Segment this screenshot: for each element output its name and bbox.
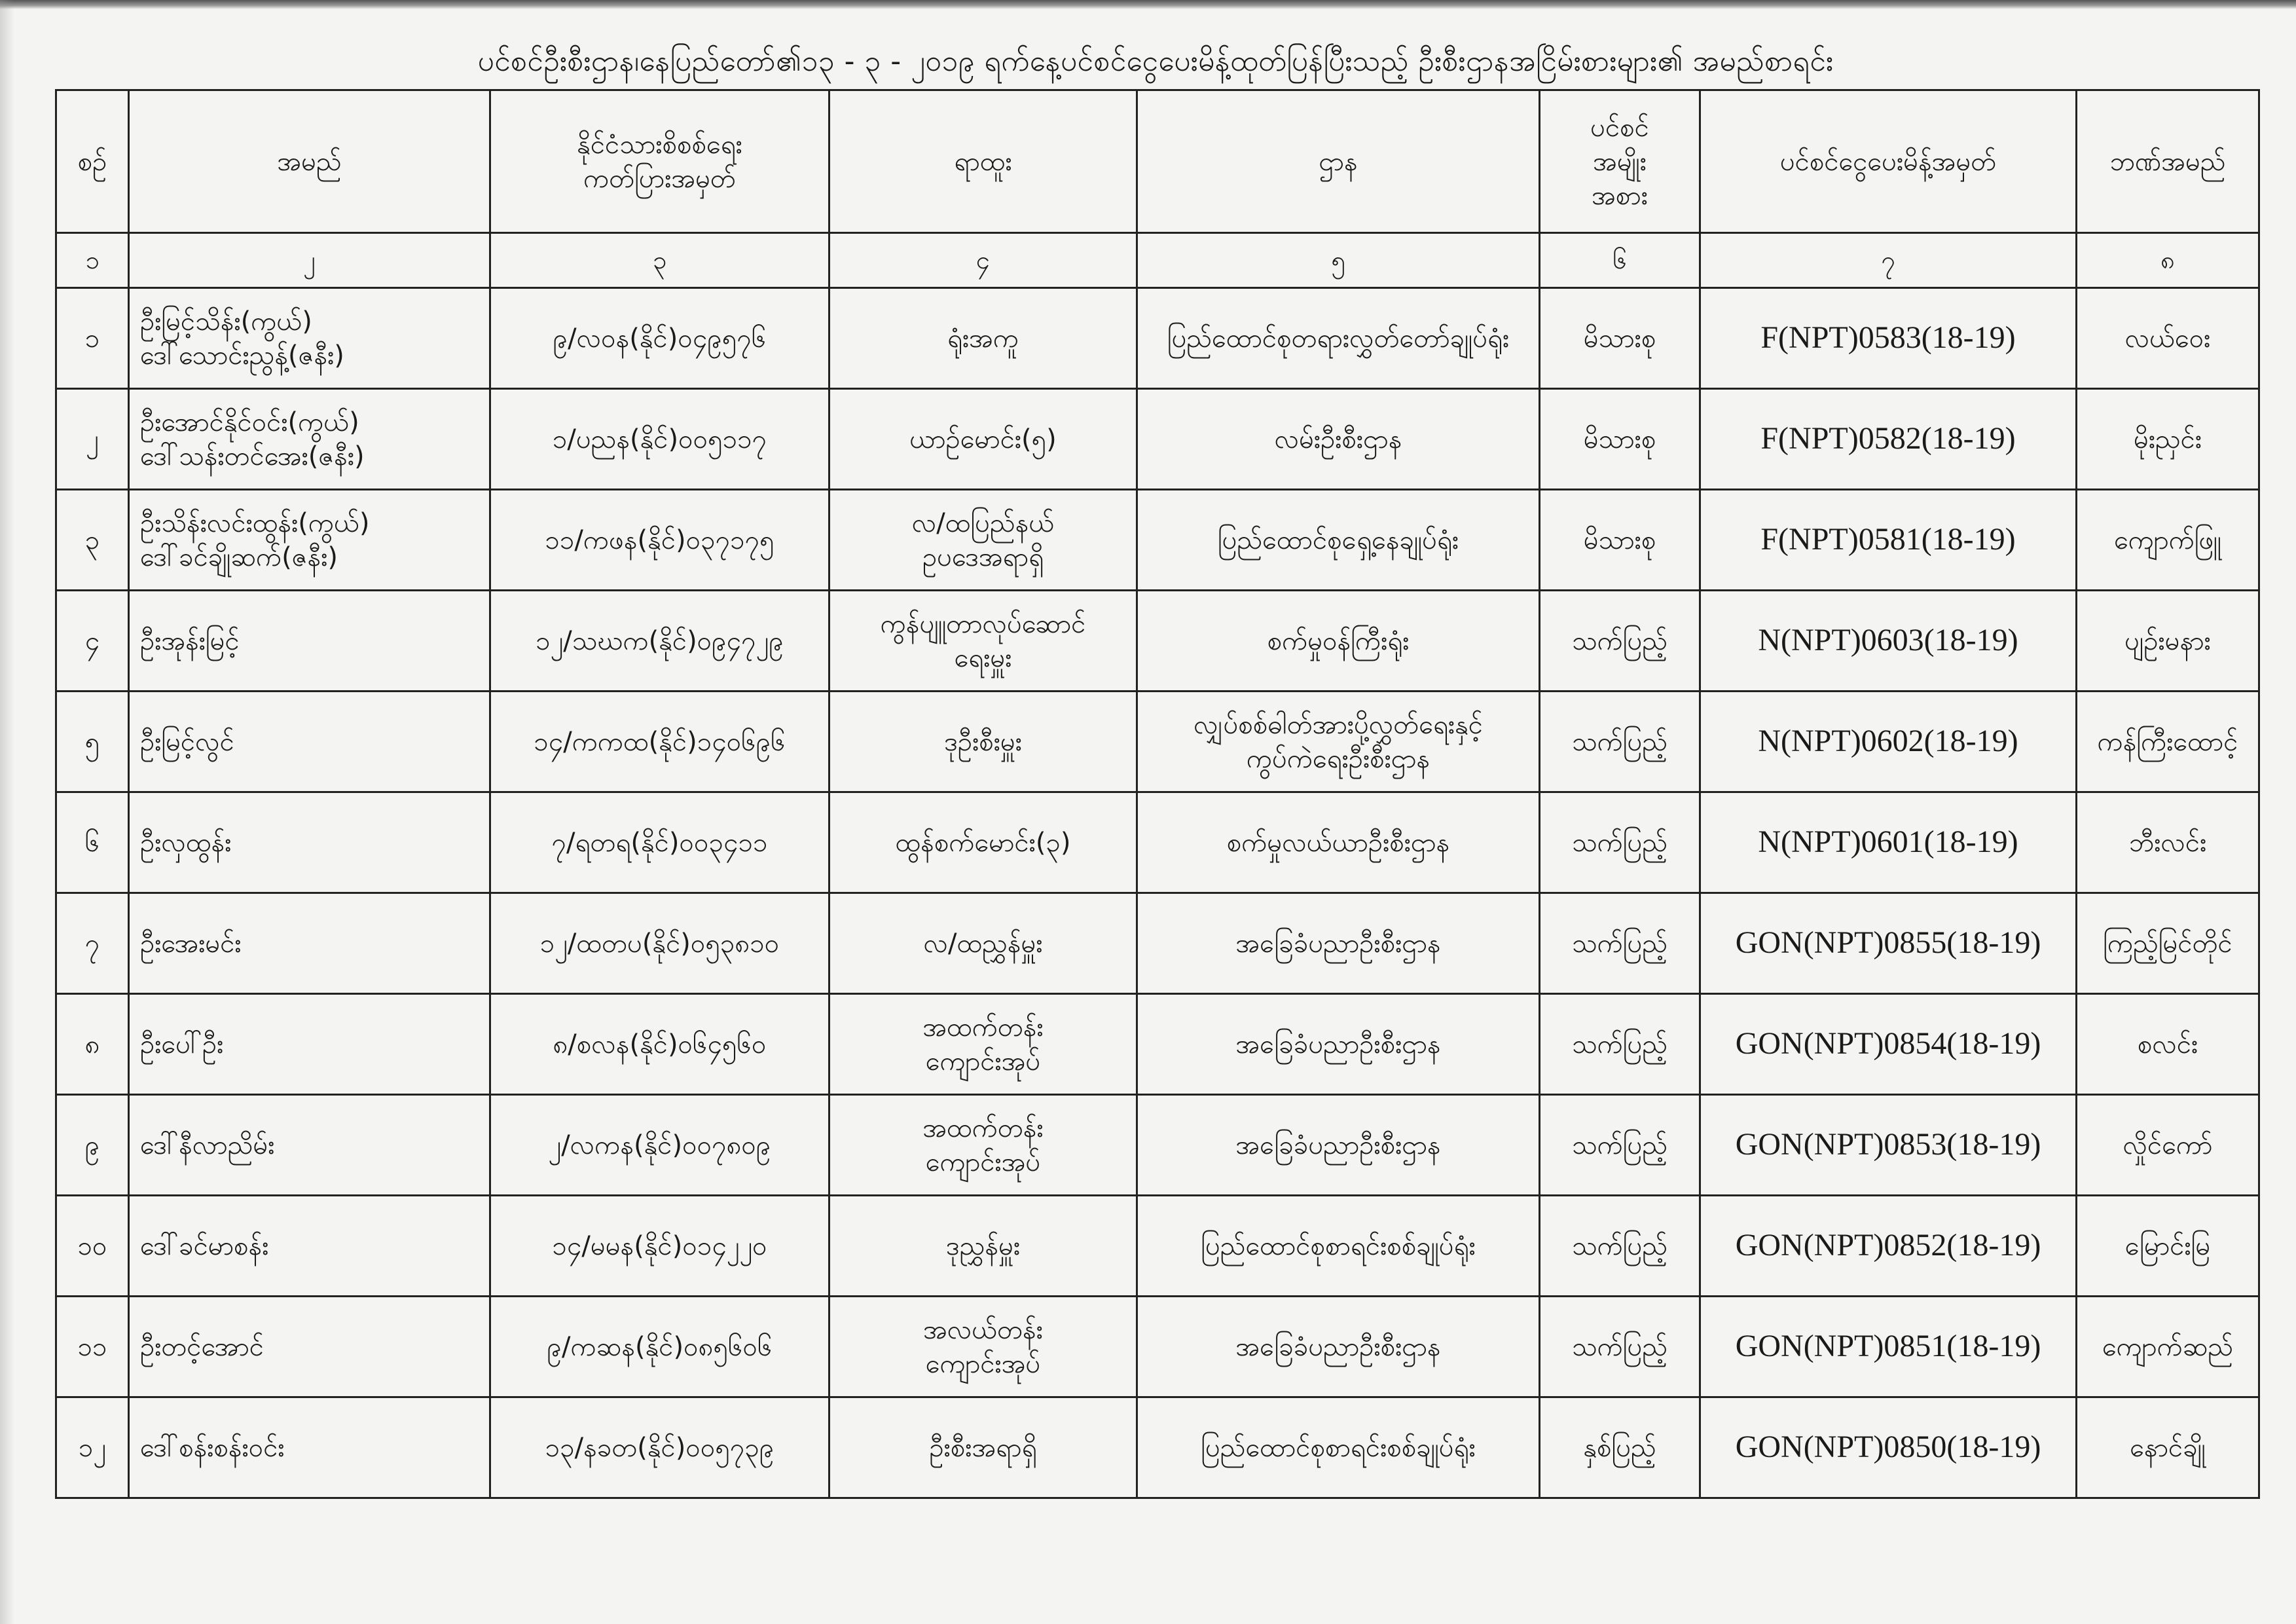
permit-no-cell: F(NPT)0582(18-19) (1700, 389, 2077, 490)
table-row (56, 792, 2259, 893)
table-row (56, 490, 2259, 591)
table-row (56, 1397, 2259, 1498)
rank-cell (829, 1397, 1137, 1498)
rank-cell (829, 994, 1137, 1095)
row-number-cell: ၁၂ (56, 1397, 129, 1498)
bank-cell: ကြည့်မြင်တိုင် (2077, 893, 2259, 994)
permit-no-cell: GON(NPT)0855(18-19) (1700, 893, 2077, 994)
header-nrc-line: ကတ်ပြားအမှတ် (583, 163, 736, 194)
name-cell (129, 591, 490, 692)
pension-type-cell: သက်ပြည့် (1540, 1297, 1700, 1397)
row-number-cell: ၅ (56, 692, 129, 792)
header-name: အမည် (129, 90, 490, 233)
department-cell (1137, 792, 1540, 893)
column-number: ၄ (829, 233, 1137, 288)
rank-line: ကျောင်းအုပ် (925, 1147, 1041, 1177)
name-line: ဒေါ်ခင်မာစန်း (140, 1230, 269, 1261)
name-cell (129, 1397, 490, 1498)
name-line: ဦးအေးမင်း (140, 928, 242, 959)
rank-line: လ/ထညွှန်မှူး (923, 928, 1043, 959)
name-line: ဦးအုန်းမြင့် (140, 625, 240, 656)
bank-cell: လှိုင်ကော် (2077, 1095, 2259, 1196)
department-line: ပြည်ထောင်စုတရားလွှတ်တော်ချုပ်ရုံး (1167, 323, 1510, 354)
rank-line: ဦးစီးအရာရှိ (929, 1432, 1037, 1463)
department-cell (1137, 692, 1540, 792)
permit-no-cell: F(NPT)0581(18-19) (1700, 490, 2077, 591)
rank-cell (829, 1196, 1137, 1297)
rank-line: ကွန်ပျူတာလုပ်ဆောင် (880, 608, 1086, 639)
pension-type-cell: သက်ပြည့် (1540, 692, 1700, 792)
bank-cell: ကန်ကြီးထောင့် (2077, 692, 2259, 792)
name-cell (129, 490, 490, 591)
nrc-cell: ၁၄/မမန(နိုင်)၀၁၄၂၂၀ (490, 1196, 829, 1297)
nrc-cell: ၂/လကန(နိုင်)၀၀၇၈၀၉ (490, 1095, 829, 1196)
department-line: လမ်းဦးစီးဌာန (1274, 424, 1402, 454)
bank-cell: ဘီးလင်း (2077, 792, 2259, 893)
scan-top-edge (0, 0, 2296, 9)
name-line: ဦးတင့်အောင် (140, 1331, 264, 1362)
header-pension-type-line: အစား (1592, 180, 1648, 211)
department-cell (1137, 389, 1540, 490)
rank-line: ထွန်စက်မောင်း(၃) (895, 827, 1071, 858)
nrc-cell: ၁၁/ကဖန(နိုင်)၀၃၇၁၇၅ (490, 490, 829, 591)
rank-line: ဒုဦးစီးမှူး (944, 726, 1022, 757)
rank-line: အလယ်တန်း (923, 1314, 1043, 1345)
pension-type-cell: မိသားစု (1540, 490, 1700, 591)
header-nrc-line: နိုင်ငံသားစိစစ်ရေး (577, 129, 742, 160)
rank-line: အထက်တန်း (922, 1012, 1044, 1043)
name-line: ဒေါ်ခင်ချိုဆက်(ဇနီး) (140, 542, 338, 572)
column-number: ၂ (129, 233, 490, 288)
permit-no-cell: N(NPT)0603(18-19) (1700, 591, 2077, 692)
rank-line: ရေးမှူး (954, 642, 1012, 673)
permit-no-cell: N(NPT)0601(18-19) (1700, 792, 2077, 893)
pension-type-cell: သက်ပြည့် (1540, 994, 1700, 1095)
department-line: ပြည်ထောင်စုစာရင်းစစ်ချုပ်ရုံး (1201, 1432, 1476, 1463)
rank-cell (829, 490, 1137, 591)
nrc-cell: ၉/ကဆန(နိုင်)၀၈၅၆၀၆ (490, 1297, 829, 1397)
name-cell (129, 1297, 490, 1397)
nrc-cell: ၁၂/ထတပ(နိုင်)၀၅၃၈၁၀ (490, 893, 829, 994)
rank-cell (829, 893, 1137, 994)
column-number: ၃ (490, 233, 829, 288)
row-number-cell: ၃ (56, 490, 129, 591)
column-number: ၆ (1540, 233, 1700, 288)
header-permit-no: ပင်စင်ငွေပေးမိန့်အမှတ် (1700, 90, 2077, 233)
department-cell (1137, 490, 1540, 591)
department-cell (1137, 1196, 1540, 1297)
bank-cell: ပျဉ်းမနား (2077, 591, 2259, 692)
page-title: ပင်စင်ဦးစီးဌာန၊နေပြည်တော်၏၁၃ - ၃ - ၂၀၁၉ ရက်နေ့ပင်စင်ငွေပေးမိန့်ထုတ်ပြန်ပြီးသည့် ဦးစီးဌာနအငြိမ်းစားများ၏ အမည်စာရင်း (477, 45, 1834, 78)
row-number-cell: ၈ (56, 994, 129, 1095)
pension-type-cell: သက်ပြည့် (1540, 1196, 1700, 1297)
name-line: ဦးလှထွန်း (140, 827, 232, 858)
bank-cell: ကျောက်ဆည် (2077, 1297, 2259, 1397)
name-line: ဦးမြင့်သိန်း(ကွယ်) (140, 306, 312, 337)
header-pension-type-line: ပင်စင် (1590, 112, 1649, 143)
header-department: ဌာန (1137, 90, 1540, 233)
nrc-cell: ၁၂/သဃက(နိုင်)၀၉၄၇၂၉ (490, 591, 829, 692)
pension-type-cell: မိသားစု (1540, 389, 1700, 490)
column-number: ၇ (1700, 233, 2077, 288)
permit-no-cell: GON(NPT)0853(18-19) (1700, 1095, 2077, 1196)
bank-cell: စလင်း (2077, 994, 2259, 1095)
name-cell (129, 288, 490, 389)
column-number: ၁ (56, 233, 129, 288)
name-line: ဒေါ်နီလာညိမ်း (140, 1130, 275, 1160)
pension-type-cell: သက်ပြည့် (1540, 1095, 1700, 1196)
permit-no-cell: N(NPT)0602(18-19) (1700, 692, 2077, 792)
department-line: အခြေခံပညာဦးစီးဌာန (1235, 1029, 1441, 1060)
rank-cell (829, 389, 1137, 490)
department-cell (1137, 1297, 1540, 1397)
row-number-cell: ၁၀ (56, 1196, 129, 1297)
rank-line: ကျောင်းအုပ် (925, 1348, 1041, 1379)
name-line: ဦးသိန်းလင်းထွန်း(ကွယ်) (140, 507, 370, 538)
rank-cell (829, 288, 1137, 389)
row-number-cell: ၇ (56, 893, 129, 994)
department-line: အခြေခံပညာဦးစီးဌာန (1235, 1331, 1441, 1362)
column-number: ၈ (2077, 233, 2259, 288)
bank-cell: မိုးညှင်း (2077, 389, 2259, 490)
bank-cell: မြောင်းမြ (2077, 1196, 2259, 1297)
rank-cell (829, 692, 1137, 792)
rank-line: ဥပဒေအရာရှိ (922, 542, 1044, 572)
table-row (56, 288, 2259, 389)
row-number-cell: ၆ (56, 792, 129, 893)
pension-type-cell: သက်ပြည့် (1540, 893, 1700, 994)
name-line: ဒေါ်သောင်းညွန့်(ဇနီး) (140, 340, 344, 371)
permit-no-cell: GON(NPT)0854(18-19) (1700, 994, 2077, 1095)
department-line: ပြည်ထောင်စုစာရင်းစစ်ချုပ်ရုံး (1201, 1230, 1476, 1261)
table-row (56, 1196, 2259, 1297)
table-row (56, 994, 2259, 1095)
row-number-cell: ၉ (56, 1095, 129, 1196)
nrc-cell: ၈/စလန(နိုင်)၀၆၄၅၆၀ (490, 994, 829, 1095)
table-body (56, 288, 2259, 1498)
department-line: စက်မှုလယ်ယာဦးစီးဌာန (1226, 827, 1450, 858)
rank-line: ယာဉ်မောင်း(၅) (909, 424, 1057, 454)
nrc-cell: ၁၃/နခတ(နိုင်)၀၀၅၇၃၉ (490, 1397, 829, 1498)
nrc-cell: ၇/ရတရ(နိုင်)၀၀၃၄၁၁ (490, 792, 829, 893)
pensioner-table (55, 89, 2260, 1499)
name-line: ဒေါ်စန်းစန်းဝင်း (140, 1432, 285, 1463)
table-row (56, 692, 2259, 792)
table-row (56, 1297, 2259, 1397)
department-line: အခြေခံပညာဦးစီးဌာန (1235, 1130, 1441, 1160)
department-line: အခြေခံပညာဦးစီးဌာန (1235, 928, 1441, 959)
rank-cell (829, 1095, 1137, 1196)
header-row (56, 90, 2259, 233)
department-cell (1137, 591, 1540, 692)
department-cell (1137, 994, 1540, 1095)
column-number-row (56, 233, 2259, 288)
header-pension-type-line: အမျိုး (1593, 146, 1647, 177)
rank-line: ရုံးအကူ (947, 323, 1019, 354)
table-row (56, 1095, 2259, 1196)
name-cell (129, 389, 490, 490)
department-line: ကွပ်ကဲရေးဦးစီးဌာန (1246, 743, 1430, 774)
table-row (56, 893, 2259, 994)
header-bank: ဘဏ်အမည် (2077, 90, 2259, 233)
name-cell (129, 692, 490, 792)
name-line: ဦးမြင့်လွင် (140, 726, 234, 757)
header-pension-type (1540, 90, 1700, 233)
row-number-cell: ၄ (56, 591, 129, 692)
name-line: ဦးပေါ်ဦး (140, 1029, 224, 1060)
header-no: စဉ် (56, 90, 129, 233)
rank-line: အထက်တန်း (922, 1113, 1044, 1143)
department-cell (1137, 1095, 1540, 1196)
permit-no-cell: GON(NPT)0852(18-19) (1700, 1196, 2077, 1297)
rank-cell (829, 591, 1137, 692)
scan-left-shadow (0, 0, 14, 1624)
rank-cell (829, 792, 1137, 893)
name-line: ဒေါ်သန်းတင်အေး(ဇနီး) (140, 441, 365, 471)
department-cell (1137, 893, 1540, 994)
table-row (56, 389, 2259, 490)
permit-no-cell: GON(NPT)0850(18-19) (1700, 1397, 2077, 1498)
name-cell (129, 994, 490, 1095)
pension-type-cell: သက်ပြည့် (1540, 792, 1700, 893)
header-rank: ရာထူး (829, 90, 1137, 233)
name-cell (129, 893, 490, 994)
permit-no-cell: F(NPT)0583(18-19) (1700, 288, 2077, 389)
row-number-cell: ၂ (56, 389, 129, 490)
rank-cell (829, 1297, 1137, 1397)
row-number-cell: ၁ (56, 288, 129, 389)
column-number: ၅ (1137, 233, 1540, 288)
department-line: လျှပ်စစ်ဓါတ်အားပို့လွှတ်ရေးနှင့် (1194, 709, 1483, 740)
nrc-cell: ၁၄/ကကထ(နိုင်)၁၄၀၆၉၆ (490, 692, 829, 792)
bank-cell: လယ်ဝေး (2077, 288, 2259, 389)
pension-type-cell: နှစ်ပြည့် (1540, 1397, 1700, 1498)
department-line: ပြည်ထောင်စုရှေ့နေချုပ်ရုံး (1217, 525, 1459, 555)
bank-cell: ကျောက်ဖြူ (2077, 490, 2259, 591)
rank-line: လ/ထပြည်နယ် (911, 507, 1055, 538)
name-cell (129, 1095, 490, 1196)
pension-type-cell: မိသားစု (1540, 288, 1700, 389)
nrc-cell: ၉/လဝန(နိုင်)၀၄၉၅၇၆ (490, 288, 829, 389)
department-line: စက်မှုဝန်ကြီးရုံး (1267, 625, 1410, 656)
pension-type-cell: သက်ပြည့် (1540, 591, 1700, 692)
name-cell (129, 1196, 490, 1297)
row-number-cell: ၁၁ (56, 1297, 129, 1397)
table-row (56, 591, 2259, 692)
name-cell (129, 792, 490, 893)
permit-no-cell: GON(NPT)0851(18-19) (1700, 1297, 2077, 1397)
header-nrc (490, 90, 829, 233)
department-cell (1137, 288, 1540, 389)
rank-line: ဒုညွှန်မှူး (945, 1230, 1021, 1261)
nrc-cell: ၁/ပညန(နိုင်)၀၀၅၁၁၇ (490, 389, 829, 490)
rank-line: ကျောင်းအုပ် (925, 1046, 1041, 1077)
bank-cell: နောင်ချို (2077, 1397, 2259, 1498)
name-line: ဦးအောင်နိုင်ဝင်း(ကွယ်) (140, 407, 359, 437)
department-cell (1137, 1397, 1540, 1498)
